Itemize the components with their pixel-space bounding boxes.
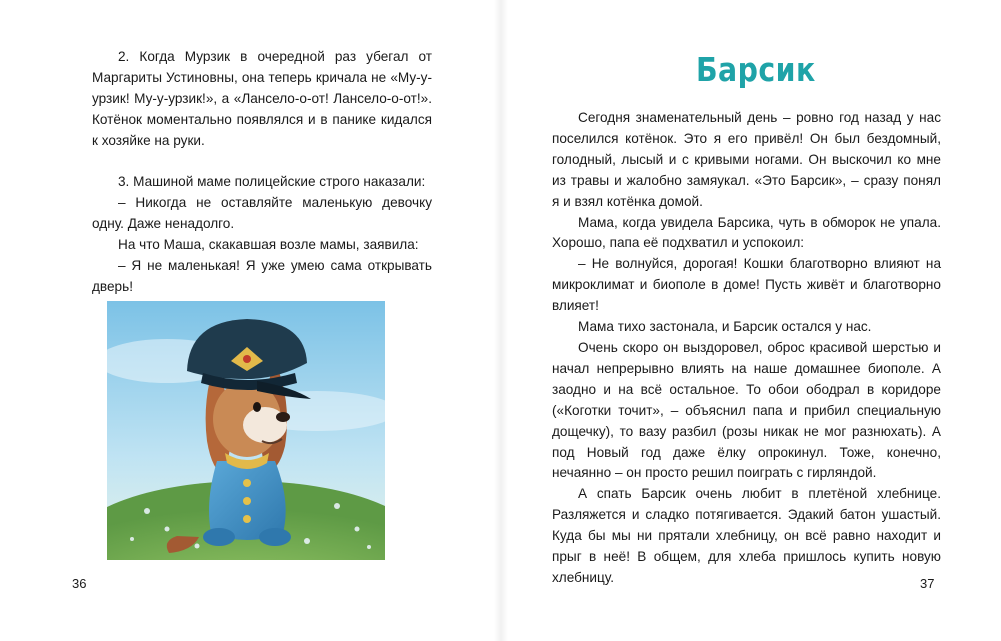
paragraph-mom-reaction: Мама, когда увидела Барсика, чуть в обморок не упала. Хорошо, папа её подхватил и успокоил: — [552, 214, 941, 251]
paragraph-breadbasket: А спать Барсик очень любит в плетёной хлебнице. Разляжется и сладко потягивается. Эдакий батон ушастый. Куда бы мы ни прятали хлебницу, он всё равно находит и прыг в неё! В общем, для хлеба пришлось купить новую хлебницу. — [552, 486, 941, 585]
right-page-text — [552, 108, 941, 589]
paragraph-murzik: 2. Когда Мурзик в очередной раз убегал от Маргариты Устиновны, она теперь кричала не «Му-у-урзик! Му-у-урзик!», а «Лансело-о-от! Лансело-о-от!». Котёнок моментально появлялся и в панике кидался к хозяйке на руки. — [92, 49, 432, 148]
paragraph-barsik-arrival: Сегодня знаменательный день – ровно год назад у нас поселился котёнок. Это я его привёл! Он был бездомный, голодный, лысый и с кривыми ногами. Он выскочил ко мне из травы и жалобно замяукал. «Это Барсик», – сразу понял я и взял котёнка домой. — [552, 110, 941, 209]
paragraph-gap — [92, 152, 432, 173]
page-number-left: 36 — [72, 576, 87, 591]
dog-in-police-cap-illustration — [107, 301, 385, 560]
chapter-title: Барсик — [696, 50, 816, 89]
left-page-text — [92, 47, 432, 298]
right-page — [500, 0, 1001, 641]
paragraph-masha-intro: 3. Машиной маме полицейские строго наказали: — [118, 174, 426, 190]
paragraph-dad-quote: – Не волнуйся, дорогая! Кошки благотворно влияют на микроклимат и биополе в доме! Пусть живёт и благотворно влияет! — [552, 256, 941, 314]
paragraph-masha-quote: – Я не маленькая! Я уже умею сама открывать дверь! — [92, 258, 432, 294]
paragraph-biofield: Очень скоро он выздоровел, оброс красивой шерстью и начал непрерывно влиять на наше домашнее биополе. А заодно и на всё остальное. То обои ободрал в коридоре («Коготки точит», – объяснил папа и прибил специальную дощечку), то вазу разбил (розы никак не мог разнюхать). А под Новый год даже ёлку опрокинул. Тоже, конечно, нечаянно – он просто решил поиграть с гирляндой. — [552, 339, 941, 481]
paragraph-police-quote: – Никогда не оставляйте маленькую девочку одну. Даже ненадолго. — [92, 195, 432, 232]
left-page — [0, 0, 500, 641]
page-number-right: 37 — [920, 576, 935, 591]
paragraph-barsik-stayed: Мама тихо застонала, и Барсик остался у нас. — [578, 319, 872, 335]
paragraph-masha-reply-intro: На что Маша, скакавшая возле мамы, заявила: — [118, 237, 419, 253]
